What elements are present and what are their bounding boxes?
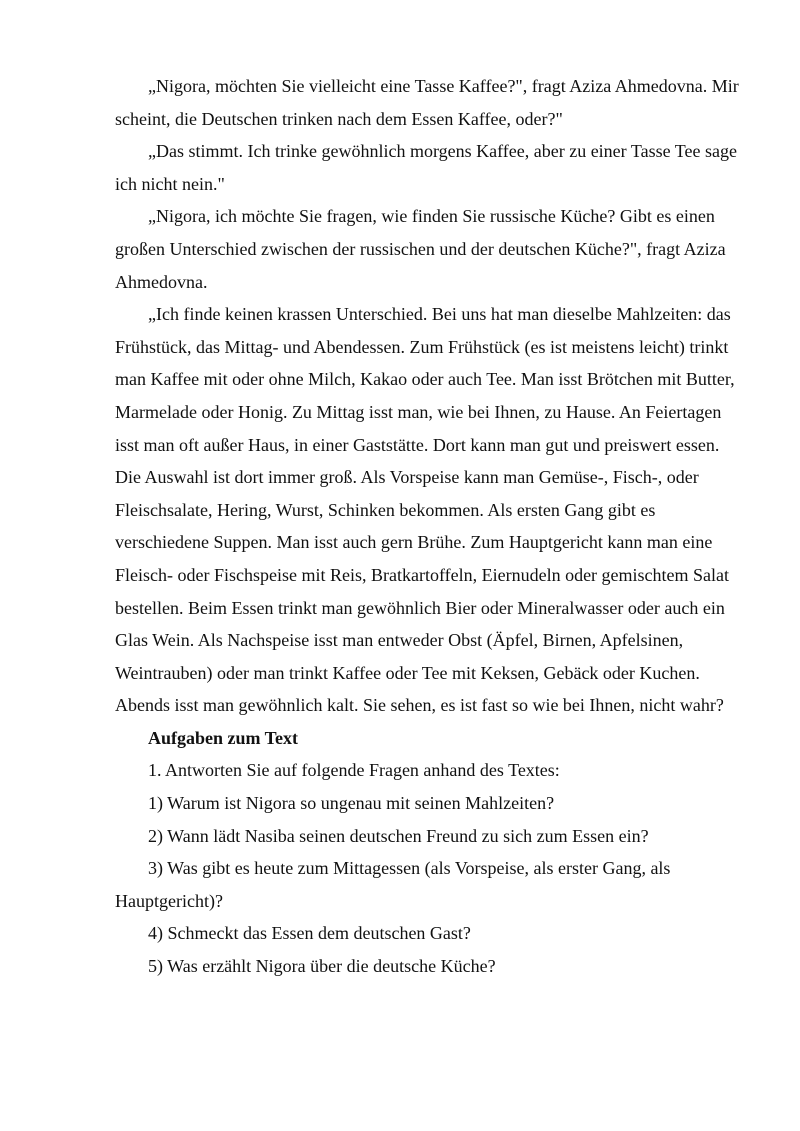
dialogue-paragraph-german-cuisine: „Ich finde keinen krassen Unterschied. Bei uns hat man dieselbe Mahlzeiten: das Frühstück, das Mittag- und Abendessen. Zum Frühstück (es ist meistens leicht) trinkt man Kaffee mit oder ohne Milch, Kakao oder auch Tee. Man isst Brötchen mit Butter, Marmelade oder Honig. Zu Mittag isst man, wie bei Ihnen, zu Hause. An Feiertagen isst man oft außer Haus, in einer Gaststätte. Dort kann man gut und preiswert essen. Die Auswahl ist dort immer groß. Als Vorspeise kann man Gemüse-, Fisch-, oder Fleischsalate, Hering, Wurst, Schinken bekommen. Als ersten Gang gibt es verschiedene Suppen. Man isst auch gern Brühe. Zum Hauptgericht kann man eine Fleisch- oder Fischspeise mit Reis, Bratkartoffeln, Eiernudeln oder gemischtem Salat bestellen. Beim Essen trinkt man gewöhnlich Bier oder Mineralwasser oder auch ein Glas Wein. Als Nachspeise isst man entweder Obst (Äpfel, Birnen, Apfelsinen, Weintrauben) oder man trinkt Kaffee oder Tee mit Keksen, Gebäck oder Kuchen. Abends isst man gewöhnlich kalt. Sie sehen, es ist fast so wie bei Ihnen, nicht wahr? xyxy=(115,304,735,716)
question-item-4: 4) Schmeckt das Essen dem deutschen Gast? xyxy=(148,923,471,944)
dialogue-paragraph-coffee: „Nigora, möchten Sie vielleicht eine Tasse Kaffee?", fragt Aziza Ahmedovna. Mir scheint, die Deutschen trinken nach dem Essen Kaffee, oder?" xyxy=(115,76,739,129)
dialogue-paragraph-tea: „Das stimmt. Ich trinke gewöhnlich morgens Kaffee, aber zu einer Tasse Tee sage ich nicht nein." xyxy=(115,141,737,194)
tasks-instruction: 1. Antworten Sie auf folgende Fragen anhand des Textes: xyxy=(148,760,560,781)
question-item-5: 5) Was erzählt Nigora über die deutsche Küche? xyxy=(148,956,496,977)
question-item-2: 2) Wann lädt Nasiba seinen deutschen Freund zu sich zum Essen ein? xyxy=(148,825,649,846)
document-page xyxy=(115,70,740,983)
tasks-heading: Aufgaben zum Text xyxy=(148,727,299,748)
dialogue-paragraph-question: „Nigora, ich möchte Sie fragen, wie finden Sie russische Küche? Gibt es einen großen Unterschied zwischen der russischen und der deutschen Küche?", fragt Aziza Ahmedovna. xyxy=(115,206,726,292)
question-item-1: 1) Warum ist Nigora so ungenau mit seinen Mahlzeiten? xyxy=(148,793,555,814)
question-item-3: 3) Was gibt es heute zum Mittagessen (als Vorspeise, als erster Gang, als Hauptgericht)? xyxy=(115,858,671,911)
